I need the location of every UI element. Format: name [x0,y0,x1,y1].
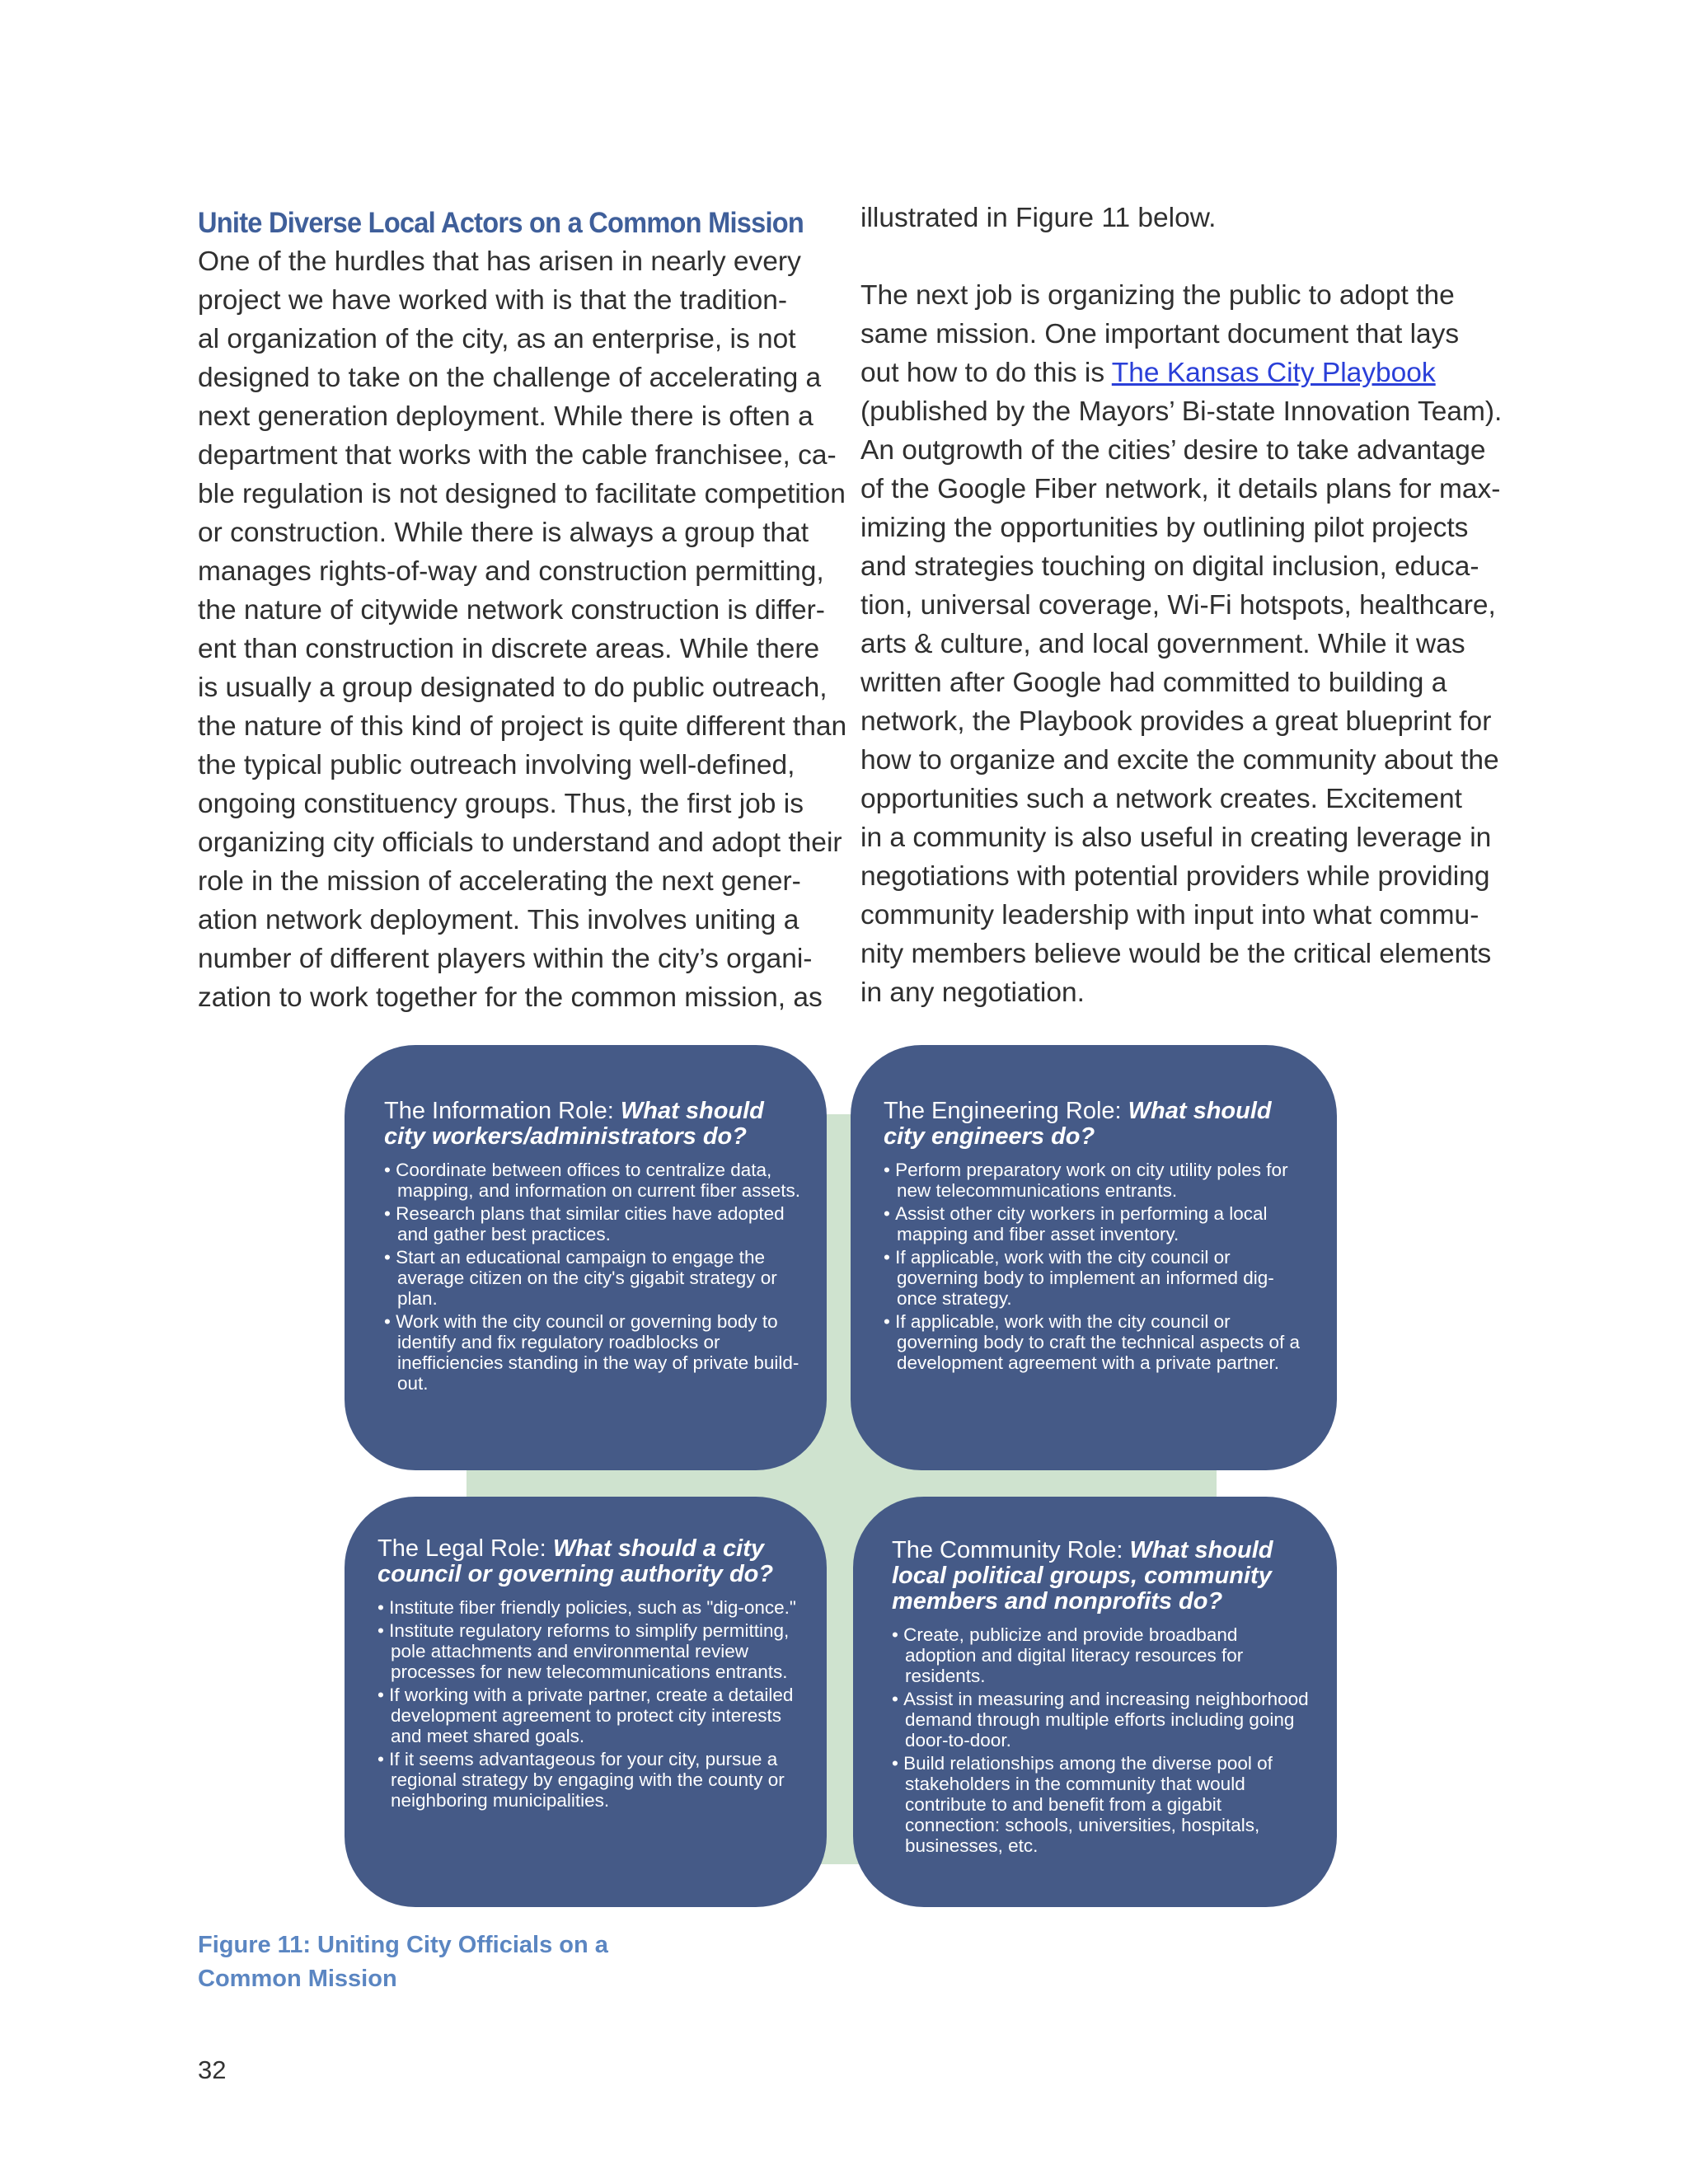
role-label: The Legal Role: [377,1535,553,1562]
body-line: in any negotiation. [860,977,1085,1008]
body-line: next generation deployment. While there is often a [198,401,814,432]
body-line: department that works with the cable franchisee, ca- [198,440,837,471]
body-line: organizing city officials to understand and adopt their [198,827,842,858]
body-line: the nature of citywide network construction is differ- [198,595,825,626]
body-line: ent than construction in discrete areas. While there [198,634,820,664]
body-line: (published by the Mayors’ Bi-state Innovation Team). [860,396,1503,427]
bullet-list [384,1160,800,1394]
body-line: imizing the opportunities by outlining pilot projects [860,513,1469,543]
bullet-item: • Work with the city council or governing body to identify and fix regulatory roadblocks or inefficiencies standing in the way of private build-out. [384,1311,800,1394]
bullet-item: • Institute regulatory reforms to simplify permitting, pole attachments and environmental review processes for new telecommunications entrants. [377,1620,797,1682]
paragraph-gap [860,237,1503,276]
bullet-item: • If applicable, work with the city council or governing body to implement an informed dig-once strategy. [884,1247,1307,1309]
body-line: the nature of this kind of project is quite different than [198,711,847,742]
body-line-prefix: out how to do this is [860,358,1112,388]
body-line: written after Google had committed to building a [860,668,1447,698]
body-line: nity members believe would be the critical elements [860,939,1492,969]
body-line: opportunities such a network creates. Excitement [860,784,1462,814]
bullet-item: • Coordinate between offices to centralize data, mapping, and information on current fiber assets. [384,1160,800,1201]
body-line: al organization of the city, as an enterprise, is not [198,324,796,354]
body-line: negotiations with potential providers while providing [860,861,1490,892]
bullet-item: • If applicable, work with the city council or governing body to craft the technical aspects of a development agreement with a private partner. [884,1311,1307,1373]
card-title [377,1536,797,1587]
body-line: ation network deployment. This involves uniting a [198,905,799,935]
bullet-list [884,1160,1307,1373]
legal-role-card [345,1497,827,1907]
engineering-role-card [851,1045,1337,1470]
figure-caption: Figure 11: Uniting City Officials on a Common Mission [198,1932,608,1992]
bullet-item: • Research plans that similar cities have adopted and gather best practices. [384,1203,800,1244]
role-question: What should a city council or governing authority do? [377,1535,774,1587]
role-label: The Community Role: [892,1537,1130,1563]
body-line: role in the mission of accelerating the next gener- [198,866,801,897]
body-line: arts & culture, and local government. While it was [860,629,1465,659]
body-line: community leadership with input into what commu- [860,900,1479,930]
page-number: 32 [198,2055,227,2084]
bullet-item: • If it seems advantageous for your city, pursue a regional strategy by engaging with the county or neighboring municipalities. [377,1749,797,1811]
bullet-item: • Build relationships among the diverse pool of stakeholders in the community that would contribute to and benefit from a gigabit connection: schools, universities, hospitals, businesses, etc. [892,1753,1309,1856]
body-line: and strategies touching on digital inclusion, educa- [860,551,1479,582]
body-line: project we have worked with is that the tradition- [198,285,788,316]
role-question: What should city workers/administrators do? [384,1098,764,1150]
body-line: An outgrowth of the cities’ desire to take advantage [860,435,1486,466]
bullet-item: • Create, publicize and provide broadband adoption and digital literacy resources for residents. [892,1624,1309,1686]
card-title [892,1538,1309,1615]
bullet-item: • Start an educational campaign to engage the average citizen on the city's gigabit strategy or plan. [384,1247,800,1309]
body-line: is usually a group designated to do public outreach, [198,673,828,703]
information-role-card [345,1045,827,1470]
body-line: ble regulation is not designed to facilitate competition [198,479,846,509]
bullet-item: • Perform preparatory work on city utility poles for new telecommunications entrants. [884,1160,1307,1201]
bullet-item: • If working with a private partner, create a detailed development agreement to protect city interests and meet shared goals. [377,1685,797,1746]
role-label: The Engineering Role: [884,1098,1128,1124]
body-line: zation to work together for the common mission, as [198,982,823,1013]
body-line: ongoing constituency groups. Thus, the first job is [198,789,804,819]
bullet-list [892,1624,1309,1856]
bullet-item: • Assist in measuring and increasing neighborhood demand through multiple efforts including going door-to-door. [892,1689,1309,1750]
section-heading: Unite Diverse Local Actors on a Common Mission [198,207,804,239]
card-title [884,1099,1307,1150]
body-line: manages rights-of-way and construction permitting, [198,556,824,587]
community-role-card [853,1497,1337,1907]
body-line: One of the hurdles that has arisen in nearly every [198,246,801,277]
bullet-item: • Institute fiber friendly policies, such as "dig-once." [377,1597,797,1618]
body-line: same mission. One important document that lays [860,319,1460,349]
kansas-city-playbook-link[interactable]: The Kansas City Playbook [1111,358,1436,388]
body-line: or construction. While there is always a group that [198,518,809,548]
body-line: the typical public outreach involving well-defined, [198,750,795,780]
body-line: designed to take on the challenge of accelerating a [198,363,822,393]
left-body-text [198,242,847,1017]
right-column [860,199,1503,1012]
body-line: The next job is organizing the public to adopt the [860,280,1455,311]
body-line: network, the Playbook provides a great blueprint for [860,706,1492,737]
role-question: What should local political groups, community members and nonprofits do? [892,1537,1273,1615]
left-column [198,199,847,1017]
bullet-item: • Assist other city workers in performing a local mapping and fiber asset inventory. [884,1203,1307,1244]
body-line: of the Google Fiber network, it details plans for max- [860,474,1501,504]
bullet-list [377,1597,797,1811]
body-line: how to organize and excite the community about the [860,745,1499,776]
body-line: in a community is also useful in creating leverage in [860,823,1492,853]
body-line: number of different players within the city’s organi- [198,944,813,974]
role-question: What should city engineers do? [884,1098,1272,1150]
body-line: tion, universal coverage, Wi-Fi hotspots, healthcare, [860,590,1496,621]
continuation-line: illustrated in Figure 11 below. [860,203,1217,233]
body-line [860,354,1503,392]
role-label: The Information Role: [384,1098,621,1124]
card-title [384,1099,800,1150]
